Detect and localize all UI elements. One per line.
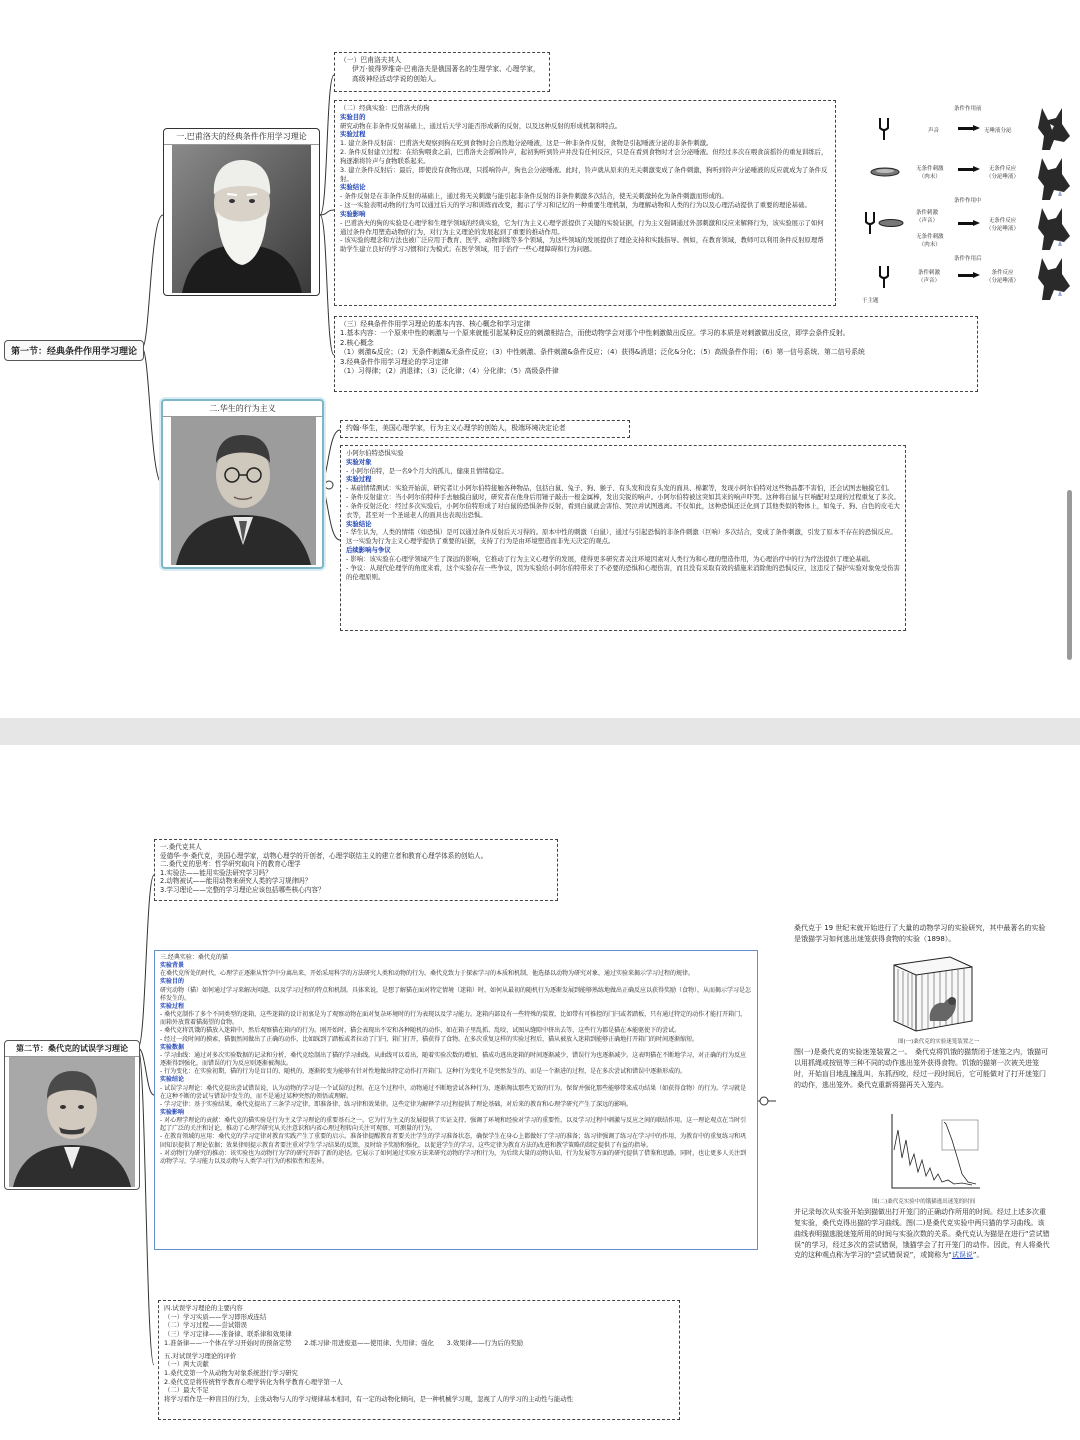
albert-impact-1: - 影响：该实验在心理学领域产生了深远的影响，它推动了行为主义心理学的发展，使得更多研究者关注环境因素对人类行为和心理的塑造作用，为心理治疗中的行为疗法提供了理论基础。 [346, 554, 875, 563]
theory-line-5: （1）习得律；（2）消退律；（3）泛化律；（4）分化律；（5）高级条件律 [340, 366, 559, 375]
watson-intro-text: 约翰·华生，美国心理学家，行为主义心理学的创始人，极端环境决定论者 [346, 424, 566, 432]
heading-background: 实验背景 [160, 962, 185, 970]
theory2-line-10: （二）最大不足 [164, 1386, 209, 1395]
row3-left-label-a: 条件刺激 （声音） [916, 210, 939, 224]
albert-process-1: - 基础情绪测试：实验开始前，研究者让小阿尔伯特接触各种物品，包括白鼠、兔子、狗、猴子、有头发和没有头发的面具、棉絮等，发现小阿尔伯特对这些物品都不害怕，还会试图去触摸它们。 [346, 484, 894, 493]
dog-icon [1036, 256, 1072, 300]
cat-impact-1: - 对心理学理论的贡献：桑代克的猫实验是行为主义学习理论的重要基石之一。它为行为主义的发展提供了实证支持，强调了环境和经验对学习的重要性，以及学习过程中刺激与反应之间的联结作用。这一理论观点在当时引起了广泛的关注和讨论，推动了心理学研究从关注意识和内省心理过程转向关注可观察、可测量的行为。 [160, 1117, 747, 1133]
experiment-title: （二）经典实验：巴甫洛夫的狗 [340, 104, 430, 112]
theory2-line-5: 1.准备律——一个体在学习开始时的预备定势 2.练习律·用进废退——使用律、失用律；强化 3.效果律——行为后的奖励 [164, 1338, 524, 1347]
thorndike-intro-box [154, 839, 558, 901]
meat-bowl-icon [870, 166, 900, 178]
branch-watson-title: 二.华生的行为主义 [163, 401, 322, 417]
little-albert-box [340, 445, 906, 631]
row2-right-label: 无条件反应 （分泌唾液） [986, 166, 1020, 180]
mindmap-panel-1 [0, 0, 1080, 718]
albert-conclusion-1: - 华生认为，人类的情绪（如恐惧）是可以通过条件反射后天习得的。原本中性的刺激（白鼠），通过与引起恐惧的非条件刺激（巨响）多次结合，变成了条件刺激，引发了原本不存在的恐惧反应。这一实验为行为主义心理学提供了重要的证据，支持了行为是由环境塑造而非先天决定的观点。 [346, 528, 897, 546]
background-text: 在桑代克所处的时代，心理学正逐渐从哲学中分离出来，开始采用科学的方法研究人类和动物的行为。桑代克致力于探索学习的本质和机制，他选择以动物为研究对象，通过实验来揭示学习过程的规律。 [160, 970, 695, 978]
figure-1-caption: 图(一)桑代克的实验迷笼装置之一 [898, 1039, 980, 1045]
intro-line-4: 1.实验法——能用实验法研究学习吗？ [160, 868, 272, 877]
process-step-1: 1. 建立条件反射前：巴甫洛夫观察到狗在吃到食物时会自然地分泌唾液，这是一种非条件反射，食物是引起唾液分泌的非条件刺激。 [340, 139, 713, 148]
heading-impact: 实验影响 [340, 209, 366, 218]
right-text-bottom [794, 1207, 1050, 1261]
heading-conclusion: 实验结论 [340, 183, 366, 192]
figure-2-caption: 图(二)桑代克实验中的饿猫逃出迷笼的时间 [872, 1199, 976, 1205]
dog-icon [1036, 156, 1072, 200]
theory2-line-8: 1.桑代克第一个从动物为对象系统进行学习研究 [164, 1368, 298, 1377]
thorndike-cat-experiment-box [154, 950, 758, 1250]
meat-bowl-icon [878, 218, 904, 228]
heading-cat-purpose: 实验目的 [160, 978, 185, 986]
theory-line-3: （1）刺激&反应；（2）无条件刺激&无条件反应；（3）中性刺激、条件刺激&条件反应；（4）获得&消退；泛化&分化；（5）高级条件作用；（6）第一信号系统、第二信号系统 [340, 348, 865, 357]
intro-line-2: 爱德华·李·桑代克，美国心理学家，动物心理学的开创者，心理学联结主义的建立者和教育心理学体系的创始人。 [160, 851, 488, 860]
heading-cat-data: 实验数据 [160, 1043, 185, 1051]
dog-icon [1036, 206, 1072, 250]
arrow-icon [958, 166, 980, 173]
row2-left-label: 无条件刺激 （肉末） [916, 166, 944, 180]
root-node-section-1[interactable]: 第一节：经典条件作用学习理论 [4, 340, 144, 361]
pavlov-portrait [172, 145, 311, 293]
row1-right-label: 无唾液分泌 [984, 128, 1012, 134]
heading-albert-process: 实验过程 [346, 475, 372, 484]
conclusion-1: - 条件反射是在非条件反射的基础上，通过将无关刺激与能引起非条件反射的非条件刺激多次结合，使无关刺激转化为条件刺激而形成的。 [340, 192, 728, 201]
heading-cat-impact: 实验影响 [160, 1108, 185, 1116]
theory-title: （三）经典条件作用学习理论的基本内容、核心概念和学习定律 [340, 320, 531, 328]
theory2-line-1: 四.试误学习理论的主要内容 [164, 1304, 243, 1312]
row3-right-label: 无条件反应 （分泌唾液） [986, 218, 1020, 232]
header-before: 条件作用前 [954, 106, 982, 112]
cat-data-2: - 行为变化：在实验初期，猫的行为是盲目的、随机的，逐渐转变为能够有针对性地做出特定动作打开箱门。这种行为变化不是突然发生的，而是一个渐进的过程，是在多次尝试和错误中逐渐形成的。 [160, 1068, 687, 1076]
classical-theory-box [334, 316, 978, 392]
intro-line-1: 一.桑代克其人 [160, 843, 202, 851]
impact-2: - 该实验的理念和方法也被广泛应用于教育、医学、动物训练等多个领域，为这些领域的发展提供了理论支持和实践指导。例如，在教育领域，教师可以利用条件反射原理帮助学生建立良好的学习习惯和行为模式；在医学领域，用于治疗一些心理障碍和行为问题。 [340, 236, 824, 254]
branch-pavlov-title: 一.巴甫洛夫的经典条件作用学习理论 [164, 129, 319, 145]
arrow-icon [958, 125, 980, 132]
theory-line-2: 2.核心概念 [340, 338, 374, 347]
pavlov-intro-title: （一）巴甫洛夫其人 [340, 56, 402, 64]
tuning-fork-icon [878, 118, 890, 140]
right-text-bottom-a: 并记录每次从实验开始到猫做出打开笼门的正确动作所用的时间。经过上述多次重复实验，桑代克得出猫的学习曲线。图(二)是桑代克实验中两只猫的学习曲线。该曲线表明猫逃脱迷笼所用的时间与实验次数的关系。桑代克认为猫是在进行“尝试错误”的学习，经过多次的尝试错误，饿猫学会了打开笼门的动作。因此，有人将桑代克的这种观点称为学习的“尝试错误说”，或简称为“ [794, 1208, 1050, 1260]
heading-purpose: 实验目的 [340, 112, 366, 121]
intro-line-3: 二.桑代克的思考：哲学研究取向下的教育心理学 [160, 860, 301, 869]
pavlov-experiment-box [334, 100, 836, 306]
theory-line-4: 3.经典条件作用学习理论的学习定律 [340, 357, 449, 366]
watson-portrait [171, 417, 316, 565]
trial-error-link[interactable]: 试误说 [951, 1251, 973, 1260]
header-during: 条件作用中 [954, 198, 982, 204]
albert-impact-2: - 争议：从现代伦理学的角度来看，这个实验存在一些争议，因为实验给小阿尔伯特带来了不必要的恐惧和心理伤害，而且没有采取有效的措施来消除他的恐惧反应，这违反了保护实验对象免受伤害的伦理原则。 [346, 563, 900, 581]
theory2-line-9: 2.桑代克是将传统哲学教育心理学转化为科学教育心理学第一人 [164, 1377, 343, 1386]
arrow-icon [958, 272, 980, 279]
tuning-fork-caption: 于主题 [862, 298, 879, 304]
learning-curve-chart [882, 1110, 982, 1196]
intro-line-6: 3.学习理论——完整的学习理论应该包括哪些核心内容？ [160, 885, 325, 894]
cat-process-2: - 桑代克将饥饿的猫放入迷箱中，然后观察猫在箱内的行为。刚开始时，猫会表现出不安和各种随机的动作，如在箱子里乱抓、乱咬、试图从缝隙中挤出去等，这些行为都是猫在本能驱使下的尝试。 [160, 1027, 681, 1035]
puzzle-box-illustration [886, 951, 976, 1035]
theory2-line-4: （三）学习定律——准备律、联系律和效果律 [164, 1330, 292, 1339]
root-label-section-2: 第二节：桑代克的试误学习理论 [5, 1041, 139, 1057]
cat-impact-2: - 在教育领域的应用：桑代克的学习定律对教育实践产生了重要的启示。准备律提醒教育者要关注学生的学习准备状态，确保学生在身心上都做好了学习的准备；练习律强调了练习在学习中的作用，为教育中的重复练习和巩固知识提供了理论依据；效果律则提示教育者要注重对学生学习结果的反馈，及时给予奖励和强化，以促进学生的学习。这些定律为教育方法的改进和教学策略的制定提供了有益的指导。 [160, 1133, 747, 1149]
cat-conclusion-1: - 试误学习理论：桑代克提出尝试错误说，认为动物的学习是一个试误的过程。在这个过程中，动物通过不断地尝试各种行为，逐渐淘汰那些无效的行为，保留并强化那些能够带来成功结果（如获得食物）的行为。学习就是在这种不断的尝试与错误中发生的，而不是通过某种突然的领悟或理解。 [160, 1084, 747, 1100]
trial-error-theory-box [158, 1300, 680, 1420]
heading-albert-conclusion: 实验结论 [346, 519, 372, 528]
albert-title: 小阿尔伯特恐惧实验 [346, 449, 404, 457]
heading-albert-impact: 后续影响与争议 [346, 546, 391, 555]
cat-purpose-text: 研究动物（猫）如何通过学习来解决问题，以及学习过程的特点和机制。具体来说，是想了解猫在面对特定情境（迷箱）时，如何从最初的随机行为逐渐发展到能够熟练地做出正确反应以获得奖励（食物），从而揭示学习是怎样发生的。 [160, 986, 752, 1002]
theory2-line-3: （二）学习过程——尝试错误 [164, 1321, 248, 1330]
arrow-icon [958, 220, 980, 227]
cat-experiment-title: 三.经典实验：桑代克的猫 [160, 954, 228, 961]
branch-watson[interactable] [161, 399, 324, 569]
row4-left-label: 条件刺激 （声音） [918, 270, 941, 284]
theory2-line-11: 将学习看作是一种盲目的行为，主张动物与人的学习规律基本相同，有一定的动物化倾向，是一种机械学习观，忽视了人的学习的主动性与能动性 [164, 1395, 573, 1404]
panel-separator [0, 718, 1080, 745]
heading-cat-process: 实验过程 [160, 1002, 185, 1010]
impact-1: - 巴甫洛夫的狗的实验是心理学和生理学领域的经典实验，它为行为主义心理学派提供了关键的实验证据，行为主义强调通过外部刺激和反应来解释行为，该实验展示了如何通过条件作用塑造动物的行为，对行为主义理论的发展起到了重要的推动作用。 [340, 218, 824, 236]
tuning-fork-icon [878, 266, 890, 288]
conditioning-diagram [858, 100, 1074, 310]
heading-process: 实验过程 [340, 130, 366, 139]
cat-conclusion-2: - 学习定律：基于实验结果，桑代克提出了三条学习定律，即准备律、练习律和效果律。这些定律为解释学习过程提供了理论基础，对后来的教育和心理学研究产生了深远的影响。 [160, 1100, 633, 1108]
thorndike-portrait [9, 1057, 135, 1187]
watson-intro-box [340, 420, 630, 438]
right-text-mid: 图(一)是桑代克的实验迷笼装置之一。 桑代克将饥饿的猫禁闭于迷笼之内，饿猫可以用抓绳或按钮等三种不同的动作逃出笼外获得食物。饥饿的猫第一次被关进笼时，开始盲目地乱撞乱叫，东抓西咬，经过一段时间后，它可能做对了打开迷笼门的动作，逃出笼外。桑代克重新将猫再关入笼内。 [794, 1048, 1048, 1089]
scrollbar-thumb[interactable] [1067, 490, 1072, 660]
row4-right-label: 条件反应 （分泌唾液） [986, 270, 1020, 284]
heading-subject: 实验对象 [346, 457, 372, 466]
albert-process-3: - 条件反射泛化：经过多次实验后，小阿尔伯特形成了对白鼠的恐惧条件反射，看到白鼠就会害怕、哭泣并试图逃离。不仅如此，这种恐惧还泛化到了其他类似的物体上，如兔子、狗、白色的皮毛大衣等，甚至对一个圣诞老人的面具也表现出恐惧。 [346, 501, 900, 519]
right-text-top: 桑代克于 19 世纪末就开始进行了大量的动物学习的实验研究，其中最著名的实验是饿猫学习如何逃出迷笼获得食物的实验（1898）。 [794, 924, 1046, 943]
conclusion-2: - 这一实验表明动物的行为可以通过后天的学习和训练而改变，揭示了学习和记忆的一种重要生理机制，为理解动物和人类的行为以及心理活动提供了重要的理论基础。 [340, 201, 811, 210]
row3-left-label-b: 无条件刺激 （肉末） [916, 234, 944, 248]
intro-line-5: 2.动物被试——能用动物来研究人类的学习规律吗？ [160, 877, 312, 886]
heading-cat-conclusion: 实验结论 [160, 1076, 185, 1084]
theory2-line-7: （一）两大贡献 [164, 1360, 209, 1369]
cat-impact-3: - 对动物行为研究的推动：该实验也为动物行为学的研究开辟了新的途径。它展示了如何通过实验方法来研究动物的学习和行为，为后续大量的动物认知、行为发展等方面的研究提供了借鉴和思路。同时，也让更多人关注到动物学习，学习能力以及动物与人类学习行为的相似性和差异。 [160, 1149, 747, 1165]
process-step-3: 3. 建立条件反射后：最后，即使没有食物出现，只摇响铃声，狗也会分泌唾液。此时，铃声就从原来的无关刺激变成了条件刺激，狗听到铃声分泌唾液的反应就成为了条件反射。 [340, 165, 828, 183]
pavlov-intro-box [334, 52, 550, 92]
purpose-text: 研究动物在非条件反射基础上，通过后天学习能否形成新的反射，以及这种反射的形成机制和特点。 [340, 121, 622, 130]
cat-process-1: - 桑代克制作了多个不同类型的迷箱，这些迷箱的设计初衷是为了观察动物在面对复杂环境时的行为表现以及学习能力。迷箱内部设有一些特殊的装置，比如带有可推控的门闩或者踏板，只有通过特定的动作才能打开箱门，而箱外放置着猫渴望的食物。 [160, 1011, 747, 1027]
header-after: 条件作用后 [954, 256, 982, 262]
branch-pavlov[interactable] [163, 128, 320, 296]
cat-process-3: - 经过一段时间的摸索，猫偶然间做出了正确的动作，比如踩到了踏板或者拉动了门闩，箱门打开，猫获得了食物。在多次重复这样的实验过程后，猫从被放入迷箱到能够正确地打开箱门的时间逐渐缩短。 [160, 1035, 699, 1043]
mindmap-panel-2 [0, 745, 1080, 1440]
right-text-bottom-b: ”。 [972, 1251, 984, 1260]
cat-data-1: - 学习曲线：通过对多次实验数据的记录和分析，桑代克绘制出了猫的学习曲线。从曲线可以看出，随着实验次数的增加，猫成功逃出迷箱的时间逐渐减少，错误行为也逐渐减少。这表明猫在不断地学习，对正确的行为反应逐渐得到强化，而错误的行为反应则逐渐被淘汰。 [160, 1051, 747, 1068]
theory2-line-2: （一）学习实质——学习即形成连结 [164, 1312, 267, 1321]
theory-line-1: 1.基本内容：一个原来中性的刺激与一个原来就能引起某种反应的刺激相结合，而使动物学会对那个中性刺激做出反应。学习的本质是对刺激做出反应，即学会条件反射。 [340, 329, 850, 338]
albert-subject: - 小阿尔伯特，是一名9个月大的孤儿，健康且情绪稳定。 [346, 466, 508, 475]
tuning-fork-icon [864, 212, 876, 234]
theory2-line-6: 五.对试误学习理论的评价 [164, 1351, 237, 1360]
row1-left-label: 声音 [928, 128, 940, 134]
root-node-section-2[interactable] [4, 1040, 140, 1190]
dog-icon [1036, 106, 1072, 150]
pavlov-intro-text: 伊万·彼得罗维奇·巴甫洛夫是俄国著名的生理学家、心理学家，高级神经活动学说的创始人。 [352, 65, 540, 83]
process-step-2: 2. 条件反射建立过程：在给狗喂食之前，巴甫洛夫会摇响铃声，起初狗听到铃声并没有任何反应，只是在看到食物时才会分泌唾液。但经过多次在喂食前摇铃的重复训练后，狗逐渐将铃声与食物联系起来。 [340, 148, 828, 165]
albert-process-2: - 条件反射建立：当小阿尔伯特伸手去触摸白鼠时，研究者在他身后用锤子敲击一根金属棒，发出尖锐的响声。小阿尔伯特被这突如其来的响声吓哭。这种将白鼠与巨响配对呈现的过程重复了多次。 [346, 493, 900, 502]
